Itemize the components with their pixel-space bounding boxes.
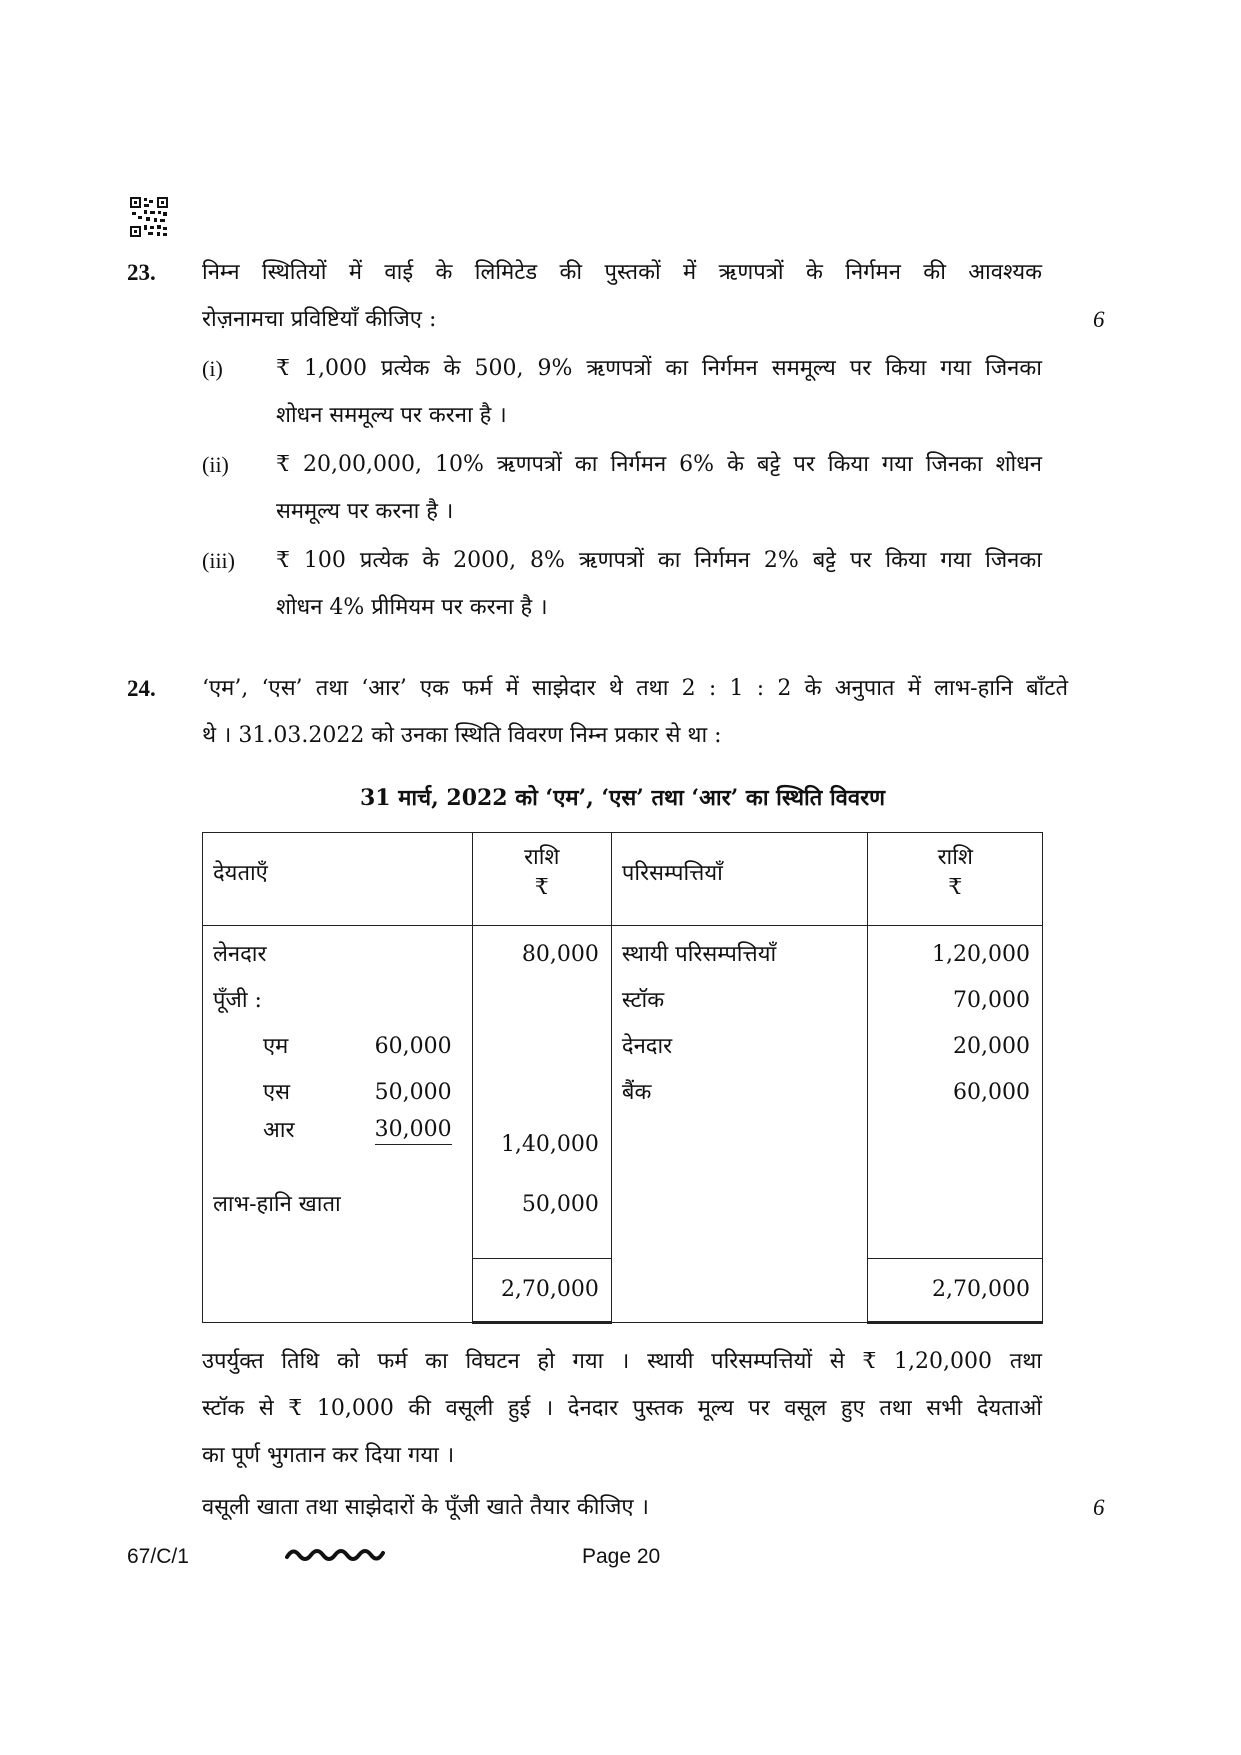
page-number: Page 20: [582, 1545, 661, 1568]
item-text-line: सममूल्य पर करना है ।: [276, 499, 454, 524]
table-cell-empty: [472, 978, 611, 1024]
table-cell-empty: [203, 1259, 473, 1323]
header-amount: [868, 833, 1043, 926]
question-text-line: का पूर्ण भुगतान कर दिया गया ।: [202, 1443, 455, 1468]
table-cell-amount: 80,000: [472, 926, 611, 979]
table-total: 2,70,000: [472, 1259, 611, 1323]
table-cell-amount: 70,000: [868, 978, 1043, 1024]
header-amount-label: राशि: [937, 845, 973, 870]
balance-sheet-table: [202, 832, 1043, 1324]
question-text-line: ‘एम’, ‘एस’ तथा ‘आर’ एक फर्म में साझेदार थे तथा 2 : 1 : 2 के अनुपात में लाभ-हानि बाँटते: [202, 676, 1068, 701]
table-row-label: स्थायी परिसम्पत्तियाँ: [611, 926, 868, 979]
table-row-label: देनदार: [611, 1024, 868, 1070]
item-label: (i): [202, 356, 223, 381]
table-row-label: पूँजी :: [203, 978, 473, 1024]
partner-name: एस: [203, 1070, 375, 1116]
header-amount-label: राशि: [524, 845, 560, 870]
table-cell-amount: 1,40,000: [472, 1116, 611, 1174]
rupee-icon: ₹: [948, 875, 963, 900]
item-text-line: ₹ 100 प्रत्येक के 2000, 8% ऋणपत्रों का निर्गमन 2% बट्टे पर किया गया जिनका: [276, 548, 1042, 573]
partner-capital: 60,000: [375, 1024, 472, 1070]
question-text-line: वसूली खाता तथा साझेदारों के पूँजी खाते तैयार कीजिए ।: [202, 1495, 649, 1520]
table-row-label: लेनदार: [203, 926, 473, 979]
partner-capital: 50,000: [375, 1070, 472, 1116]
header-assets: परिसम्पत्तियाँ: [611, 833, 868, 926]
table-cell-amount: 50,000: [472, 1174, 611, 1259]
item-text-line: ₹ 20,00,000, 10% ऋणपत्रों का निर्गमन 6% के बट्टे पर किया गया जिनका शोधन: [276, 452, 1042, 477]
table-cell-empty: [611, 1116, 868, 1174]
table-cell-empty: [611, 1174, 868, 1259]
question-text-line: स्टॉक से ₹ 10,000 की वसूली हुई । देनदार पुस्तक मूल्य पर वसूल हुए तथा सभी देयताओं: [202, 1396, 1042, 1421]
table-cell-amount: 1,20,000: [868, 926, 1043, 979]
partner-name: आर: [203, 1116, 375, 1174]
header-amount: [472, 833, 611, 926]
partner-capital: [375, 1116, 472, 1174]
header-liabilities: देयताएँ: [203, 833, 473, 926]
marks: 6: [1093, 307, 1105, 332]
table-cell-empty: [611, 1259, 868, 1323]
table-title: 31 मार्च, 2022 को ‘एम’, ‘एस’ तथा ‘आर’ का स्थिति विवरण: [359, 785, 886, 811]
table-cell-amount: 60,000: [868, 1070, 1043, 1116]
question-text-line: निम्न स्थितियों में वाई के लिमिटेड की पुस्तकों में ऋणपत्रों के निर्गमन की आवश्यक: [202, 260, 1042, 285]
item-text-line: शोधन 4% प्रीमियम पर करना है ।: [276, 595, 548, 620]
table-total: 2,70,000: [868, 1259, 1043, 1323]
item-label: (iii): [202, 548, 235, 573]
item-label: (ii): [202, 452, 229, 477]
table-cell-empty: [472, 1024, 611, 1070]
question-number: 23.: [127, 260, 156, 285]
question-text-line: थे । 31.03.2022 को उनका स्थिति विवरण निम्न प्रकार से था :: [202, 723, 722, 748]
table-cell-empty: [472, 1070, 611, 1116]
wave-ornament-icon: [285, 1545, 389, 1571]
marks: 6: [1093, 1495, 1105, 1520]
question-text-line: उपर्युक्त तिथि को फर्म का विघटन हो गया । स्थायी परिसम्पत्तियों से ₹ 1,20,000 तथा: [202, 1349, 1042, 1374]
question-text-line: रोज़नामचा प्रविष्टियाँ कीजिए :: [202, 307, 437, 332]
partner-capital-value: 30,000: [375, 1116, 452, 1145]
qr-code-icon: [130, 197, 168, 237]
table-cell-amount: 20,000: [868, 1024, 1043, 1070]
partner-name: एम: [203, 1024, 375, 1070]
table-row-label: स्टॉक: [611, 978, 868, 1024]
table-cell-empty: [868, 1174, 1043, 1259]
table-row-label: लाभ-हानि खाता: [203, 1174, 473, 1259]
question-number: 24.: [127, 676, 156, 701]
paper-code: 67/C/1: [127, 1545, 189, 1568]
table-row-label: बैंक: [611, 1070, 868, 1116]
item-text-line: शोधन सममूल्य पर करना है ।: [276, 403, 507, 428]
rupee-icon: ₹: [534, 875, 549, 900]
item-text-line: ₹ 1,000 प्रत्येक के 500, 9% ऋणपत्रों का निर्गमन सममूल्य पर किया गया जिनका: [276, 356, 1042, 381]
table-cell-empty: [868, 1116, 1043, 1174]
